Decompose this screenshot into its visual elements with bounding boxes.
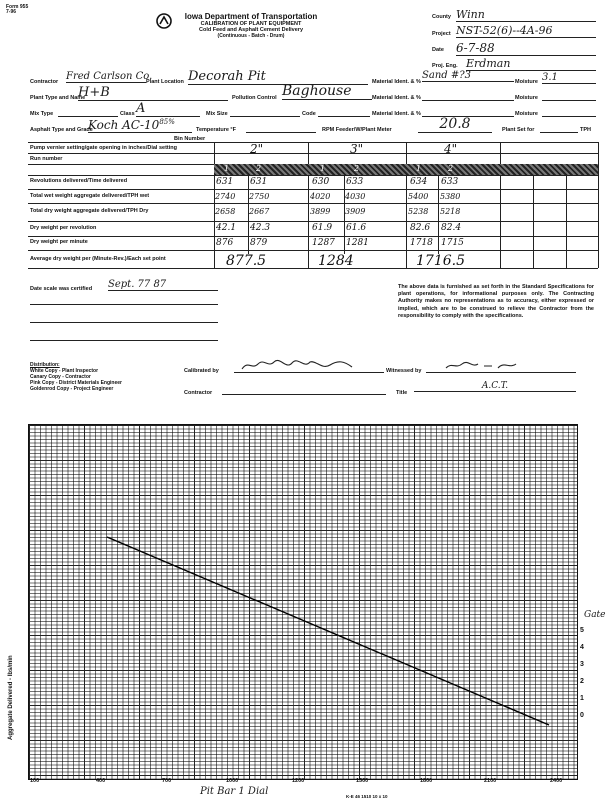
plant-set-field[interactable] [540,120,578,133]
rpm-field[interactable]: 20.8 [418,116,492,133]
run-cell: 1 [416,164,422,173]
material-ident-label-3: Material Ident. & % [372,111,421,117]
mix-size-label: Mix Size [206,111,228,117]
calibrated-by-label: Calibrated by [184,368,219,374]
wet-weight-cell[interactable]: 5380 [440,192,461,201]
dry-per-rev-cell[interactable]: 82.6 [410,223,431,233]
title-label: Title [396,390,408,396]
dry-per-rev-cell[interactable]: 42.3 [250,223,271,233]
contractor-label: Contractor [30,79,59,85]
calibrated-by-signature[interactable] [234,358,384,373]
form-mode: (Continuous - Batch - Drum) [217,33,285,39]
run-cell: 1 [224,164,230,173]
plant-set-label: Plant Set for [502,127,535,133]
dry-per-minute-cell[interactable]: 1718 [410,238,433,248]
project-label: Project [432,31,451,37]
dry-per-minute-cell[interactable]: 879 [250,238,268,248]
asphalt-field[interactable]: Koch $AC-10^{85\%}$ [88,118,192,133]
plant-type-label: Plant Type and Name [30,95,86,101]
dry-per-minute-cell[interactable]: 1287 [312,238,335,248]
county-label: County [432,14,451,20]
row-label-average: Average dry weight per (Minute-Rev.)/Each set point [30,256,166,262]
dry-per-minute-cell[interactable]: 1281 [346,238,369,248]
row-label-wet-weight: Total wet weight aggregate delivered/TPH wet [30,193,150,199]
revolutions-cell[interactable]: 631 [250,177,268,187]
moisture-label-3: Moisture [515,111,538,117]
moisture-label-2: Moisture [515,95,538,101]
dry-weight-cell[interactable]: 2667 [249,207,270,216]
dry-per-minute-cell[interactable]: 1715 [441,238,464,248]
proj-eng-field[interactable]: Erdman [466,57,596,71]
form-title: CALIBRATION OF PLANT EQUIPMENT [200,21,302,27]
wet-weight-cell[interactable]: 5400 [408,192,429,201]
dry-per-rev-cell[interactable]: 61.6 [346,223,367,233]
run-row-shading [214,164,598,175]
form-subtitle: Cold Feed and Asphalt Cement Delivery [198,27,303,33]
calibration-line [107,537,549,725]
setting-cell[interactable]: 4" [444,142,458,156]
plant-location-field[interactable]: Decorah Pit [188,69,368,85]
pollution-control-field[interactable]: Baghouse [282,83,372,100]
asphalt-label: Asphalt Type and Grade [30,127,93,133]
average-cell[interactable]: 877.5 [226,253,267,269]
contractor-field[interactable]: Fred Carlson Co. [66,71,153,82]
dry-weight-cell[interactable]: 5218 [440,207,461,216]
average-cell[interactable]: 1284 [318,253,354,269]
class-label: Class [120,111,135,117]
revolutions-cell[interactable]: 634 [410,177,428,187]
setting-cell[interactable]: 2" [250,142,264,156]
material-ident-label-2: Material Ident. & % [372,95,421,101]
revolutions-cell[interactable]: 631 [216,177,234,187]
distribution-list: Distribution: White Copy - Plant Inspector Canary Copy - Contractor Pink Copy - District Materials Engineer Goldenrod Copy - Project Engineer [30,362,122,392]
average-cell[interactable]: 1716.5 [416,253,465,269]
witnessed-by-label: Witnessed by [386,368,422,374]
tph-label: TPH [580,127,591,133]
dry-weight-cell[interactable]: 3899 [310,207,331,216]
row-label-dry-weight: Total dry weight aggregate delivered/TPH Dry [30,208,149,214]
moisture-label-1: Moisture [515,79,538,85]
row-label-dry-per-rev: Dry weight per revolution [30,225,97,231]
setting-cell[interactable]: 3" [350,142,364,156]
wet-weight-cell[interactable]: 2740 [215,192,236,201]
dry-per-rev-cell[interactable]: 42.1 [216,223,237,233]
code-label: Code [302,111,316,117]
moisture-field-2[interactable] [542,87,596,101]
contractor-sig-label: Contractor [184,390,213,396]
date-certified-label: Date scale was certified [30,286,93,292]
row-label-run-number: Run number [30,156,63,162]
plant-type-field[interactable]: H+B [78,85,228,101]
mix-size-field[interactable] [230,104,300,117]
dry-weight-cell[interactable]: 5238 [408,207,429,216]
form-header [176,12,326,39]
form-number: Form 955 7-96 [6,4,29,15]
bin-number-label: Bin Number [174,136,206,142]
rpm-label: RPM Feeder/W/Plant Meter [322,127,392,133]
right-axis-ticks: 5 4 3 2 1 0 [580,627,584,719]
row-label-revolutions: Revolutions delivered/Time delivered [30,178,128,184]
gate-label: Gate [584,610,605,620]
revolutions-cell[interactable]: 630 [312,177,330,187]
revolutions-cell[interactable]: 633 [441,177,459,187]
row-label-pump-setting: Pump vernier setting/gate opening in inches/Dial setting [30,145,177,151]
disclaimer-text: The above data is furnished as set forth in the Standard Specifications for plant operations, for informational purposes only. The Contracting Authority makes no representations as to accuracy, either expressed or implied, which are to be construed to relieve the Contractor from the responsibility to comply with the specifications. [398,284,594,319]
agency-name: Iowa Department of Transportation [184,12,318,21]
moisture-field-1[interactable]: 3.1 [542,72,596,84]
run-cell: 2 [448,164,454,173]
material-ident-field-1[interactable]: Sand #?3 [422,70,514,82]
run-cell: 1 [320,164,326,173]
graph-paper-note: K-E 46 1510 10 x 10 [346,794,388,799]
mix-type-label: Mix Type [30,111,54,117]
dry-per-minute-cell[interactable]: 876 [216,238,234,248]
county-field[interactable]: Winn [456,8,596,22]
wet-weight-cell[interactable]: 4030 [345,192,366,201]
code-field[interactable] [318,104,370,117]
moisture-field-3[interactable] [542,104,596,117]
row-label-dry-per-minute: Dry weight per minute [30,239,88,245]
dry-per-rev-cell[interactable]: 82.4 [441,223,462,233]
proj-eng-label: Proj. Eng. [432,63,458,69]
wet-weight-cell[interactable]: 2750 [249,192,270,201]
contractor-signature[interactable] [222,382,386,395]
calibration-graph [28,424,578,780]
project-field[interactable]: NST-52(6)--4A-96 [456,24,596,38]
temperature-field[interactable] [246,120,316,133]
witnessed-by-signature[interactable] [426,358,576,373]
dry-weight-cell[interactable]: 3909 [345,207,366,216]
material-ident-field-2[interactable] [422,87,514,101]
x-axis-handwritten-label: Pit Bar 1 Dial [200,786,269,797]
plant-location-label: Plant Location [146,79,184,85]
date-label: Date [432,47,444,53]
iowa-dot-logo-icon [156,13,172,29]
dry-per-rev-cell[interactable]: 61.9 [312,223,333,233]
run-cell: 2 [354,164,360,173]
date-certified-field[interactable]: Sept. 77 87 [108,279,218,291]
pollution-control-label: Pollution Control [232,95,277,101]
title-field[interactable]: A.C.T. [414,381,576,392]
dry-weight-cell[interactable]: 2658 [215,207,236,216]
wet-weight-cell[interactable]: 4020 [310,192,331,201]
material-ident-label-1: Material Ident. & % [372,79,421,85]
date-field[interactable]: 6-7-88 [456,41,596,56]
class-field[interactable]: A [136,101,200,117]
revolutions-cell[interactable]: 633 [346,177,364,187]
mix-type-field[interactable] [58,104,118,117]
temperature-label: Temperature °F [196,127,236,133]
run-cell: 2 [256,164,262,173]
